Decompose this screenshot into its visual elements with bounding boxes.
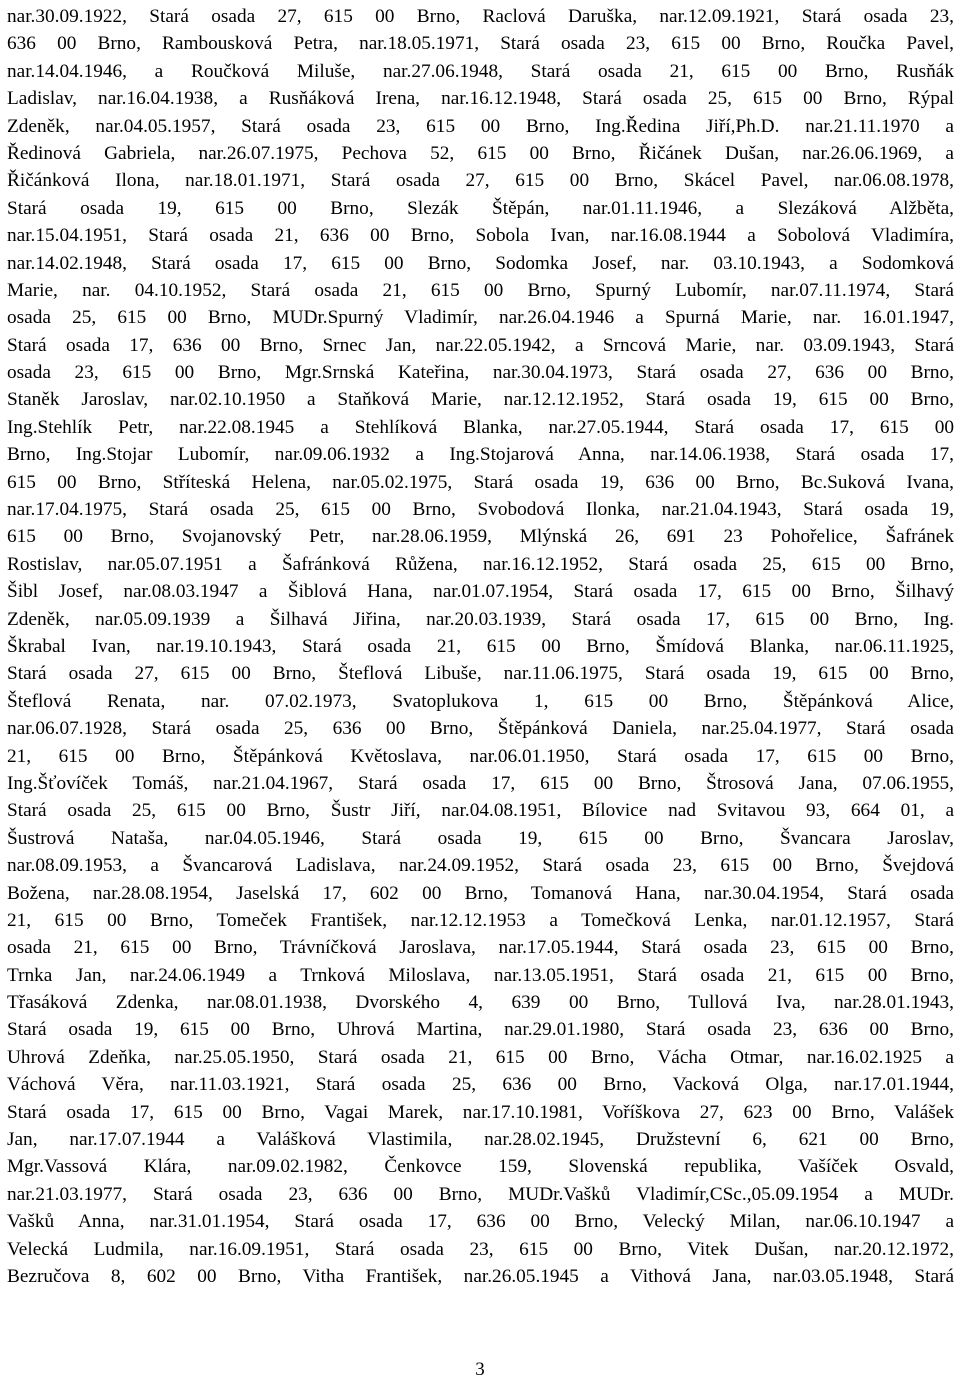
text-line: Bezručova 8, 602 00 Brno, Vitha František, nar.26.05.1945 a Vithová Jana, nar.03.05.1948, Stará bbox=[7, 1265, 954, 1287]
text-line: 636 00 Brno, Rambousková Petra, nar.18.05.1971, Stará osada 23, 615 00 Brno, Roučka Pavel, bbox=[7, 33, 954, 55]
text-line: Stará osada 19, 615 00 Brno, Uhrová Martina, nar.29.01.1980, Stará osada 23, 636 00 Brno, bbox=[7, 1019, 954, 1041]
text-line: Škrabal Ivan, nar.19.10.1943, Stará osada 21, 615 00 Brno, Šmídová Blanka, nar.06.11.1925, bbox=[7, 635, 954, 657]
text-line: 21, 615 00 Brno, Tomeček František, nar.12.12.1953 a Tomečková Lenka, nar.01.12.1957, Stará bbox=[7, 909, 954, 931]
text-line: Vašků Anna, nar.31.01.1954, Stará osada 17, 636 00 Brno, Velecký Milan, nar.06.10.1947 a bbox=[7, 1211, 954, 1233]
text-line: Ladislav, nar.16.04.1938, a Rusňáková Irena, nar.16.12.1948, Stará osada 25, 615 00 Brno, Rýpal bbox=[7, 88, 954, 110]
text-line: Stará osada 17, 636 00 Brno, Srnec Jan, nar.22.05.1942, a Srncová Marie, nar. 03.09.1943, Stará bbox=[7, 334, 954, 356]
text-line: osada 21, 615 00 Brno, Trávníčková Jaroslava, nar.17.05.1944, Stará osada 23, 615 00 Brno, bbox=[7, 937, 954, 959]
text-line: osada 23, 615 00 Brno, Mgr.Srnská Kateřina, nar.30.04.1973, Stará osada 27, 636 00 Brno, bbox=[7, 362, 954, 384]
text-line: Šibl Josef, nar.08.03.1947 a Šiblová Hana, nar.01.07.1954, Stará osada 17, 615 00 Brno, Šilhavý bbox=[7, 581, 954, 603]
text-line: nar.14.04.1946, a Roučková Miluše, nar.27.06.1948, Stará osada 21, 615 00 Brno, Rusňák bbox=[7, 60, 954, 82]
text-line: Trnka Jan, nar.24.06.1949 a Trnková Miloslava, nar.13.05.1951, Stará osada 21, 615 00 Brno, bbox=[7, 964, 954, 986]
text-line: nar.14.02.1948, Stará osada 17, 615 00 Brno, Sodomka Josef, nar. 03.10.1943, a Sodomková bbox=[7, 252, 954, 274]
text-line: 615 00 Brno, Svojanovský Petr, nar.28.06.1959, Mlýnská 26, 691 23 Pohořelice, Šafránek bbox=[7, 526, 954, 548]
text-line: 615 00 Brno, Stříteská Helena, nar.05.02.1975, Stará osada 19, 636 00 Brno, Bc.Suková Ivana, bbox=[7, 471, 954, 493]
text-line: Šteflová Renata, nar. 07.02.1973, Svatoplukova 1, 615 00 Brno, Štěpánková Alice, bbox=[7, 690, 954, 712]
text-line: Stará osada 25, 615 00 Brno, Šustr Jiří, nar.04.08.1951, Bílovice nad Svitavou 93, 664 01, a bbox=[7, 800, 954, 822]
text-line: Staněk Jaroslav, nar.02.10.1950 a Staňková Marie, nar.12.12.1952, Stará osada 19, 615 00 Brno, bbox=[7, 389, 954, 411]
text-line: nar.17.04.1975, Stará osada 25, 615 00 Brno, Svobodová Ilonka, nar.21.04.1943, Stará osada 19, bbox=[7, 499, 954, 521]
text-line: Stará osada 17, 615 00 Brno, Vagai Marek, nar.17.10.1981, Voříškova 27, 623 00 Brno, Valášek bbox=[7, 1101, 954, 1123]
text-line: Marie, nar. 04.10.1952, Stará osada 21, 615 00 Brno, Spurný Lubomír, nar.07.11.1974, Stará bbox=[7, 279, 954, 301]
text-line: Ing.Stehlík Petr, nar.22.08.1945 a Stehlíková Blanka, nar.27.05.1944, Stará osada 17, 615 00 bbox=[7, 416, 954, 438]
text-line: osada 25, 615 00 Brno, MUDr.Spurný Vladimír, nar.26.04.1946 a Spurná Marie, nar. 16.01.1947, bbox=[7, 307, 954, 329]
text-line: Zdeněk, nar.04.05.1957, Stará osada 23, 615 00 Brno, Ing.Ředina Jiří,Ph.D. nar.21.11.1970 a bbox=[7, 115, 954, 137]
text-line: Stará osada 27, 615 00 Brno, Šteflová Libuše, nar.11.06.1975, Stará osada 19, 615 00 Brno, bbox=[7, 663, 954, 685]
text-line: nar.08.09.1953, a Švancarová Ladislava, nar.24.09.1952, Stará osada 23, 615 00 Brno, Švejdová bbox=[7, 855, 954, 877]
text-line: Velecká Ludmila, nar.16.09.1951, Stará osada 23, 615 00 Brno, Vitek Dušan, nar.20.12.1972, bbox=[7, 1238, 954, 1260]
text-line: Uhrová Zdeňka, nar.25.05.1950, Stará osada 21, 615 00 Brno, Vácha Otmar, nar.16.02.1925 a bbox=[7, 1046, 954, 1068]
text-line: Stará osada 19, 615 00 Brno, Slezák Štěpán, nar.01.11.1946, a Slezáková Alžběta, bbox=[7, 197, 954, 219]
text-line: Třasáková Zdenka, nar.08.01.1938, Dvorského 4, 639 00 Brno, Tullová Iva, nar.28.01.1943, bbox=[7, 992, 954, 1014]
text-line: Ing.Šťovíček Tomáš, nar.21.04.1967, Stará osada 17, 615 00 Brno, Štrosová Jana, 07.06.1955, bbox=[7, 772, 954, 794]
text-line: Brno, Ing.Stojar Lubomír, nar.09.06.1932 a Ing.Stojarová Anna, nar.14.06.1938, Stará osada 17, bbox=[7, 444, 954, 466]
text-line: Zdeněk, nar.05.09.1939 a Šilhavá Jiřina, nar.20.03.1939, Stará osada 17, 615 00 Brno, Ing. bbox=[7, 608, 954, 630]
text-line: nar.06.07.1928, Stará osada 25, 636 00 Brno, Štěpánková Daniela, nar.25.04.1977, Stará osada bbox=[7, 718, 954, 740]
text-line: Jan, nar.17.07.1944 a Valášková Vlastimila, nar.28.02.1945, Družstevní 6, 621 00 Brno, bbox=[7, 1129, 954, 1151]
text-line: Váchová Věra, nar.11.03.1921, Stará osada 25, 636 00 Brno, Vacková Olga, nar.17.01.1944, bbox=[7, 1074, 954, 1096]
text-line: Rostislav, nar.05.07.1951 a Šafránková Růžena, nar.16.12.1952, Stará osada 25, 615 00 Brno, bbox=[7, 553, 954, 575]
text-line: nar.15.04.1951, Stará osada 21, 636 00 Brno, Sobola Ivan, nar.16.08.1944 a Sobolová Vladimíra, bbox=[7, 225, 954, 247]
text-line: Božena, nar.28.08.1954, Jaselská 17, 602 00 Brno, Tomanová Hana, nar.30.04.1954, Stará osada bbox=[7, 882, 954, 904]
text-line: nar.21.03.1977, Stará osada 23, 636 00 Brno, MUDr.Vašků Vladimír,CSc.,05.09.1954 a MUDr. bbox=[7, 1183, 954, 1205]
text-line: Mgr.Vassová Klára, nar.09.02.1982, Čenkovce 159, Slovenská republika, Vašíček Osvald, bbox=[7, 1156, 954, 1178]
text-line: 21, 615 00 Brno, Štěpánková Květoslava, nar.06.01.1950, Stará osada 17, 615 00 Brno, bbox=[7, 745, 954, 767]
text-line: nar.30.09.1922, Stará osada 27, 615 00 Brno, Raclová Daruška, nar.12.09.1921, Stará osada 23, bbox=[7, 6, 954, 27]
text-line: Ředinová Gabriela, nar.26.07.1975, Pechova 52, 615 00 Brno, Řičánek Dušan, nar.26.06.1969, a bbox=[7, 142, 954, 164]
document-body bbox=[7, 3, 954, 1290]
text-line: Šustrová Nataša, nar.04.05.1946, Stará osada 19, 615 00 Brno, Švancara Jaroslav, bbox=[7, 827, 954, 849]
text-line: Řičánková Ilona, nar.18.01.1971, Stará osada 27, 615 00 Brno, Skácel Pavel, nar.06.08.1978, bbox=[7, 170, 954, 192]
page-number: 3 bbox=[475, 1359, 485, 1380]
